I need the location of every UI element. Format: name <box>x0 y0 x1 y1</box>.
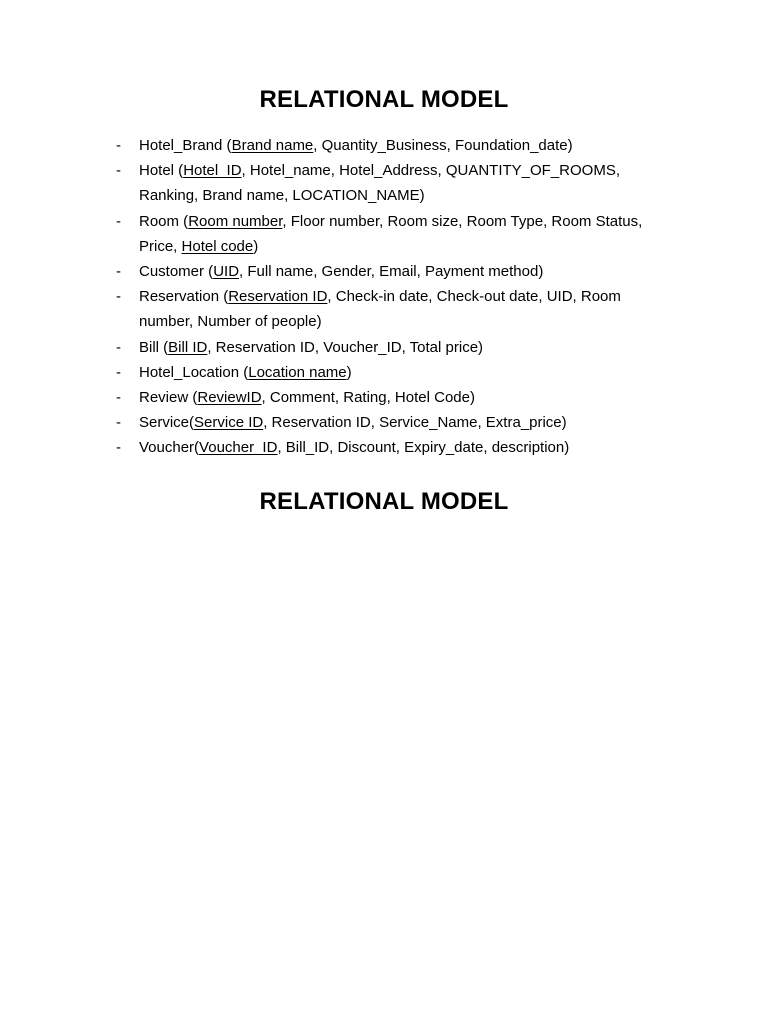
list-item <box>0 284 768 334</box>
relation-text <box>139 263 543 280</box>
list-bullet: - <box>116 363 121 381</box>
relation-part: ) <box>253 237 259 255</box>
relation-list <box>0 133 768 461</box>
page-title: RELATIONAL MODEL <box>259 86 509 113</box>
primary-key: Service ID <box>194 414 264 432</box>
relation-part: Review ( <box>139 389 198 407</box>
list-bullet: - <box>116 212 121 230</box>
primary-key: Hotel code <box>181 237 254 255</box>
primary-key: Bill ID <box>168 338 208 356</box>
relation-part: , Floor number, Room size, Room Type, Room Status, Price, <box>139 212 643 255</box>
relation-part: Voucher( <box>139 439 200 457</box>
relation-part: , Reservation ID, Service_Name, Extra_price) <box>263 414 567 432</box>
relation-part: Room ( <box>139 212 189 230</box>
relation-text <box>139 137 573 154</box>
relation-text <box>139 414 567 431</box>
list-bullet: - <box>116 288 121 306</box>
relation-part: Hotel ( <box>139 162 184 180</box>
relation-text <box>139 389 475 406</box>
relation-text <box>139 439 569 456</box>
relation-part: Hotel_Brand ( <box>139 137 232 154</box>
relation-part: Reservation ( <box>139 288 229 306</box>
relation-text <box>139 162 620 204</box>
relation-part: Service( <box>139 414 195 432</box>
list-item <box>0 385 768 410</box>
list-item <box>0 209 768 259</box>
relation-part: , Reservation ID, Voucher_ID, Total price) <box>207 338 484 356</box>
primary-key: ReviewID <box>197 389 262 407</box>
list-bullet: - <box>116 414 121 432</box>
list-item <box>0 410 768 435</box>
relation-part: , Quantity_Business, Foundation_date) <box>313 137 573 154</box>
section-title: RELATIONAL MODEL <box>259 488 509 515</box>
relation-text <box>139 213 642 255</box>
relation-part: , Full name, Gender, Email, Payment method) <box>239 263 544 281</box>
primary-key: Voucher_ID <box>199 439 278 457</box>
list-bullet: - <box>116 162 121 180</box>
relation-part: , Check-in date, Check-out date, UID, Room number, Number of people) <box>139 288 621 331</box>
relation-part: Bill ( <box>139 338 169 356</box>
list-item <box>0 158 768 208</box>
list-bullet: - <box>116 263 121 281</box>
list-item <box>0 435 768 460</box>
primary-key: Hotel_ID <box>183 162 242 180</box>
relation-part: , Hotel_name, Hotel_Address, QUANTITY_OF_ROOMS, Ranking, Brand name, LOCATION_NAME) <box>139 162 621 205</box>
relation-part: , Comment, Rating, Hotel Code) <box>261 389 475 407</box>
list-item <box>0 259 768 284</box>
relation-part: Customer ( <box>139 263 214 281</box>
relation-text <box>139 288 621 330</box>
list-bullet: - <box>116 389 121 407</box>
list-item <box>0 133 768 158</box>
primary-key: Room number <box>188 212 283 230</box>
relation-text <box>139 339 483 356</box>
relation-part: , Bill_ID, Discount, Expiry_date, description) <box>277 439 570 457</box>
list-bullet: - <box>116 137 121 154</box>
primary-key: Location name <box>248 363 347 381</box>
relation-part: ) <box>346 363 352 381</box>
list-item <box>0 360 768 385</box>
relation-part: Hotel_Location ( <box>139 363 249 381</box>
list-bullet: - <box>116 338 121 356</box>
primary-key: UID <box>213 263 240 281</box>
primary-key: Brand name <box>231 137 314 154</box>
primary-key: Reservation ID <box>228 288 328 306</box>
list-item <box>0 335 768 360</box>
relation-text <box>139 364 352 381</box>
list-bullet: - <box>116 439 121 457</box>
